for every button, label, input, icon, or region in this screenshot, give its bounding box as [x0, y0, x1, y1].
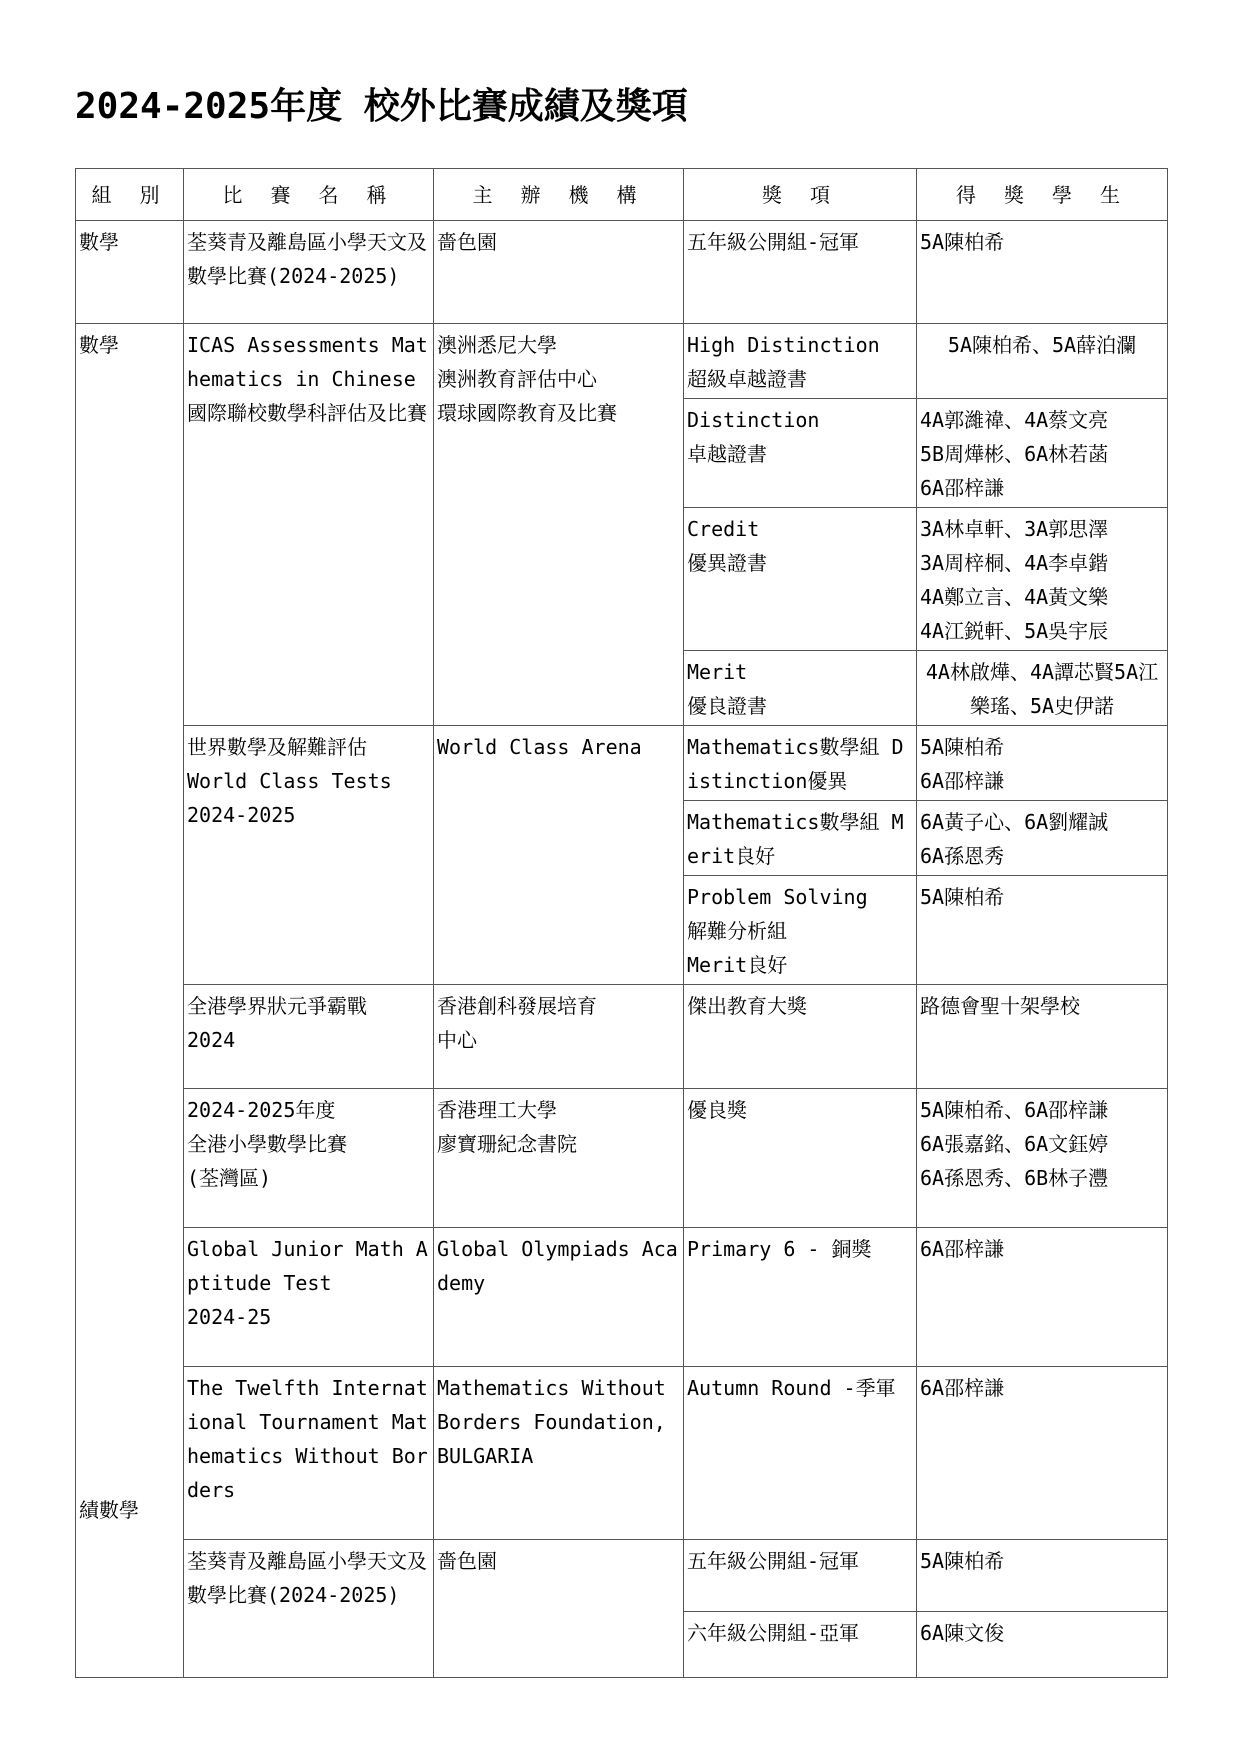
table-row	[76, 221, 1168, 324]
cell-students: 5A陳柏希 6A邵梓謙	[917, 726, 1168, 801]
cell-org: Mathematics Without Borders Foundation, BULGARIA	[434, 1367, 684, 1540]
cell-award: Mathematics數學組 Distinction優異	[684, 726, 917, 801]
cell-students: 6A黃子心、6A劉耀誠 6A孫恩秀	[917, 801, 1168, 876]
table-row	[76, 324, 1168, 399]
cell-org: 香港理工大學 廖寶珊紀念書院	[434, 1089, 684, 1228]
table-row	[76, 1089, 1168, 1228]
cell-group-merged	[76, 324, 184, 1678]
table-row	[76, 726, 1168, 801]
cell-name: 荃葵青及離島區小學天文及數學比賽(2024-2025)	[184, 1540, 434, 1678]
cell-students: 4A林啟燁、4A譚芯賢5A江樂瑤、5A史伊諾	[917, 651, 1168, 726]
cell-name: 全港學界狀元爭霸戰 2024	[184, 985, 434, 1089]
header-org: 主 辦 機 構	[434, 169, 684, 221]
table-row	[76, 1367, 1168, 1540]
cell-students: 4A郭濰禕、4A蔡文亮 5B周燁彬、6A林若菡 6A邵梓謙	[917, 399, 1168, 508]
cell-award: 傑出教育大獎	[684, 985, 917, 1089]
cell-award: 五年級公開組-冠軍	[684, 221, 917, 324]
cell-award: 五年級公開組-冠軍	[684, 1540, 917, 1612]
cell-award: Merit 優良證書	[684, 651, 917, 726]
cell-award: 優良獎	[684, 1089, 917, 1228]
cell-students: 6A邵梓謙	[917, 1367, 1168, 1540]
cell-award: Problem Solving 解難分析組 Merit良好	[684, 876, 917, 985]
cell-students: 5A陳柏希、5A薛泊瀾	[917, 324, 1168, 399]
cell-students: 5A陳柏希	[917, 876, 1168, 985]
table-row	[76, 1228, 1168, 1367]
cell-award: Primary 6 - 銅獎	[684, 1228, 917, 1367]
cell-students: 6A陳文俊	[917, 1612, 1168, 1678]
cell-students: 6A邵梓謙	[917, 1228, 1168, 1367]
cell-name: 2024-2025年度 全港小學數學比賽 (荃灣區)	[184, 1089, 434, 1228]
table-header-row	[76, 169, 1168, 221]
header-award: 獎 項	[684, 169, 917, 221]
cell-award: Credit 優異證書	[684, 508, 917, 651]
cell-award: 六年級公開組-亞軍	[684, 1612, 917, 1678]
group-label-top: 數學	[79, 333, 119, 357]
table-row	[76, 985, 1168, 1089]
cell-award: Mathematics數學組 Merit良好	[684, 801, 917, 876]
header-name: 比 賽 名 稱	[184, 169, 434, 221]
cell-name: Global Junior Math Aptitude Test 2024-25	[184, 1228, 434, 1367]
cell-name: The Twelfth International Tournament Mathematics Without Borders	[184, 1367, 434, 1540]
cell-award: Autumn Round -季軍	[684, 1367, 917, 1540]
cell-students: 3A林卓軒、3A郭思澤 3A周梓桐、4A李卓鍇 4A鄭立言、4A黃文樂 4A江鋭軒、5A吳宇辰	[917, 508, 1168, 651]
header-group: 組 別	[76, 169, 184, 221]
cell-org: 澳洲悉尼大學 澳洲教育評估中心 環球國際教育及比賽	[434, 324, 684, 726]
cell-name: ICAS Assessments Mathematics in Chinese 國際聯校數學科評估及比賽	[184, 324, 434, 726]
header-students: 得 獎 學 生	[917, 169, 1168, 221]
cell-students: 路德會聖十架學校	[917, 985, 1168, 1089]
page-title: 2024-2025年度 校外比賽成績及獎項	[75, 86, 688, 127]
cell-group: 數學	[76, 221, 184, 324]
cell-award: Distinction 卓越證書	[684, 399, 917, 508]
cell-org: World Class Arena	[434, 726, 684, 985]
cell-students: 5A陳柏希	[917, 1540, 1168, 1612]
cell-students: 5A陳柏希、6A邵梓謙 6A張嘉銘、6A文鈺婷 6A孫恩秀、6B林子灃	[917, 1089, 1168, 1228]
cell-org: 嗇色園	[434, 1540, 684, 1678]
cell-org: Global Olympiads Academy	[434, 1228, 684, 1367]
cell-award: High Distinction 超級卓越證書	[684, 324, 917, 399]
cell-org: 嗇色園	[434, 221, 684, 324]
table-row	[76, 1540, 1168, 1612]
cell-students: 5A陳柏希	[917, 221, 1168, 324]
cell-org: 香港創科發展培育 中心	[434, 985, 684, 1089]
cell-name: 世界數學及解難評估 World Class Tests 2024-2025	[184, 726, 434, 985]
cell-name: 荃葵青及離島區小學天文及數學比賽(2024-2025)	[184, 221, 434, 324]
awards-table	[75, 168, 1168, 1678]
group-label-bottom: 績數學	[79, 1498, 139, 1522]
